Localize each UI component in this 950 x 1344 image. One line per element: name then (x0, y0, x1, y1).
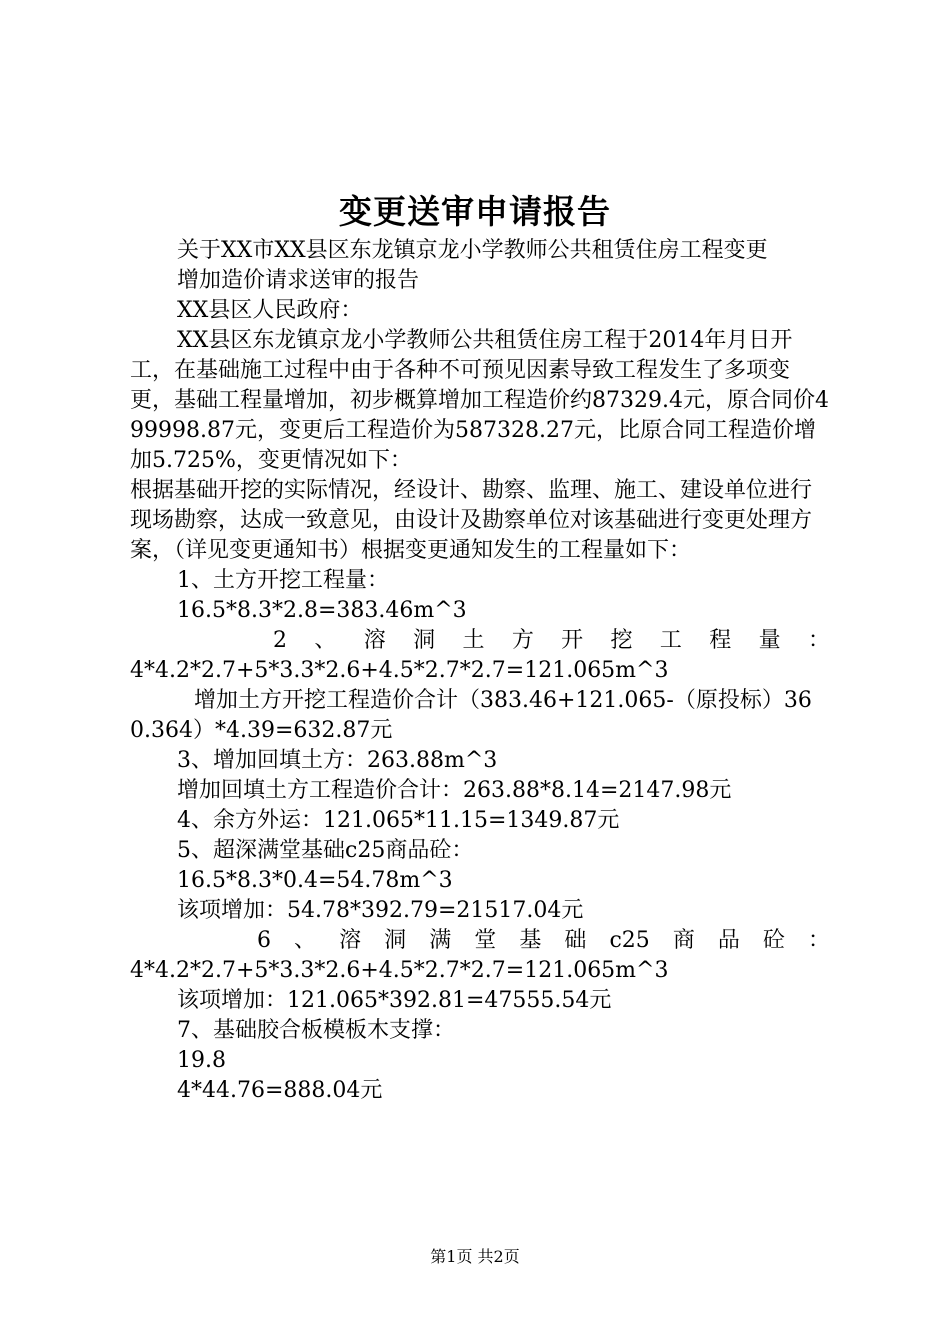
item-2-label: 2、溶洞土方开挖工程量： (273, 628, 830, 653)
item-5-value: 16.5*8.3*0.4=54.78m^3 (177, 868, 453, 893)
item-6-value: 4*4.2*2.7+5*3.3*2.6+4.5*2.7*2.7=121.065m^3 (130, 958, 669, 983)
document-body (130, 236, 830, 1106)
document-title: 变更送审申请报告 (339, 192, 611, 231)
item-1-label: 1、土方开挖工程量： (177, 568, 389, 593)
item-2-cost: 增加土方开挖工程造价合计（383.46+121.065-（原投标）360.364）*4.39=632.87元 (130, 688, 812, 743)
item-5-label: 5、超深满堂基础c25商品砼： (177, 838, 474, 863)
item-4-label: 4、余方外运：121.065*11.15=1349.87元 (177, 808, 620, 833)
paragraph-intro: XX县区东龙镇京龙小学教师公共租赁住房工程于2014年月日开工，在基础施工过程中由于各种不可预见因素导致工程发生了多项变更，基础工程量增加，初步概算增加工程造价约87329.4元，原合同价499998.87元，变更后工程造价为587328.27元，比原合同工程造价增加5.725%，变更情况如下： (130, 328, 829, 473)
item-7-label: 7、基础胶合板模板木支撑： (177, 1018, 455, 1043)
item-6-cost: 该项增加：121.065*392.81=47555.54元 (177, 988, 612, 1013)
paragraph-addressee: XX县区人民政府： (177, 298, 363, 323)
item-5-cost: 该项增加：54.78*392.79=21517.04元 (177, 898, 584, 923)
paragraph-subject: 关于XX市XX县区东龙镇京龙小学教师公共租赁住房工程变更 (177, 238, 768, 263)
paragraph-subject-cont: 增加造价请求送审的报告 (177, 268, 420, 293)
item-7-value-1: 19.8 (177, 1048, 226, 1073)
item-2-value: 4*4.2*2.7+5*3.3*2.6+4.5*2.7*2.7=121.065m^3 (130, 658, 669, 683)
item-7-value-2: 4*44.76=888.04元 (177, 1078, 383, 1103)
item-6-label: 6、溶洞满堂基础c25商品砼： (257, 928, 830, 953)
paragraph-basis: 根据基础开挖的实际情况，经设计、勘察、监理、施工、建设单位进行现场勘察，达成一致意见，由设计及勘察单位对该基础进行变更处理方案，（详见变更通知书）根据变更通知发生的工程量如下： (130, 478, 813, 563)
item-3-cost: 增加回填土方工程造价合计：263.88*8.14=2147.98元 (177, 778, 732, 803)
item-3-label: 3、增加回填土方：263.88m^3 (177, 748, 498, 773)
page-footer: 第1页 共2页 (430, 1247, 520, 1266)
item-1-value: 16.5*8.3*2.8=383.46m^3 (177, 598, 467, 623)
